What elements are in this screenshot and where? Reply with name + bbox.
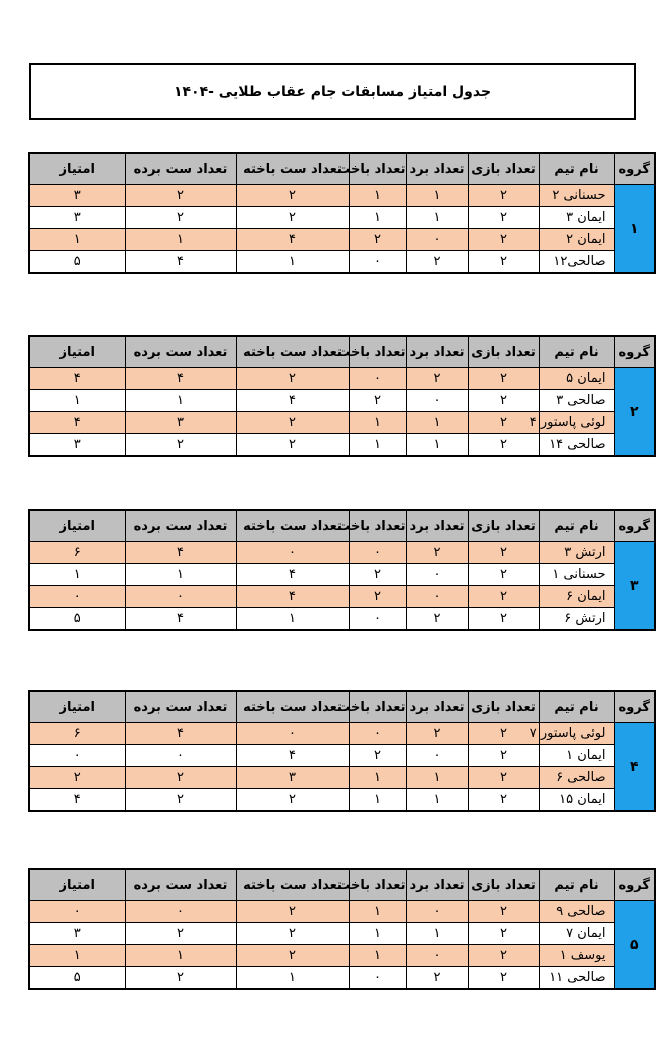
table-row — [29, 207, 655, 229]
sets-lost-cell: ۱ — [236, 251, 349, 274]
table-row — [29, 564, 655, 586]
lost-cell: ۰ — [349, 251, 406, 274]
won-cell: ۱ — [406, 207, 468, 229]
sets-lost-cell: ۱ — [236, 608, 349, 631]
sets-lost-cell: ۲ — [236, 185, 349, 207]
table-row — [29, 745, 655, 767]
header-row — [29, 153, 655, 185]
points-cell: ۱ — [29, 945, 125, 967]
sets-won-cell: ۲ — [125, 207, 236, 229]
played-cell: ۲ — [468, 207, 539, 229]
sets-lost-cell: ۲ — [236, 945, 349, 967]
played-cell: ۲ — [468, 368, 539, 390]
played-cell: ۲ — [468, 723, 539, 745]
sets-lost-cell: ۴ — [236, 586, 349, 608]
won-cell: ۱ — [406, 185, 468, 207]
points-cell: ۵ — [29, 251, 125, 274]
header-team: نام تیم — [539, 869, 614, 901]
header-row — [29, 691, 655, 723]
sets-won-cell: ۲ — [125, 923, 236, 945]
lost-cell: ۱ — [349, 789, 406, 812]
team-name-cell: ارتش ۳ — [539, 542, 614, 564]
won-cell: ۰ — [406, 945, 468, 967]
header-played: تعداد بازی — [468, 336, 539, 368]
points-cell: ۶ — [29, 723, 125, 745]
header-row — [29, 869, 655, 901]
sets-won-cell: ۲ — [125, 185, 236, 207]
points-cell: ۲ — [29, 767, 125, 789]
lost-cell: ۱ — [349, 767, 406, 789]
header-group: گروه — [614, 691, 655, 723]
group-number-cell: ۴ — [614, 723, 655, 812]
sets-lost-cell: ۴ — [236, 745, 349, 767]
played-cell: ۲ — [468, 923, 539, 945]
lost-cell: ۰ — [349, 368, 406, 390]
lost-cell: ۲ — [349, 390, 406, 412]
team-name-cell: ایمان ۱۵ — [539, 789, 614, 812]
header-points: امتیاز — [29, 153, 125, 185]
sets-lost-cell: ۰ — [236, 723, 349, 745]
won-cell: ۲ — [406, 608, 468, 631]
header-sets-won: تعداد ست برده — [125, 869, 236, 901]
played-cell: ۲ — [468, 767, 539, 789]
header-sets-won: تعداد ست برده — [125, 153, 236, 185]
sets-won-cell: ۴ — [125, 542, 236, 564]
header-played: تعداد بازی — [468, 691, 539, 723]
header-won: تعداد برد — [406, 510, 468, 542]
sets-lost-cell: ۴ — [236, 229, 349, 251]
sets-lost-cell: ۴ — [236, 390, 349, 412]
won-cell: ۲ — [406, 368, 468, 390]
group-number-cell: ۱ — [614, 185, 655, 274]
won-cell: ۰ — [406, 586, 468, 608]
played-cell: ۲ — [468, 434, 539, 457]
won-cell: ۰ — [406, 745, 468, 767]
team-name-cell: صالحی ۶ — [539, 767, 614, 789]
won-cell: ۱ — [406, 434, 468, 457]
header-group: گروه — [614, 869, 655, 901]
played-cell: ۲ — [468, 251, 539, 274]
team-name-cell: صالحی ۱۱ — [539, 967, 614, 990]
lost-cell: ۱ — [349, 434, 406, 457]
header-played: تعداد بازی — [468, 153, 539, 185]
team-name-cell: صالحی ۳ — [539, 390, 614, 412]
header-sets-lost: تعداد ست باخته — [236, 336, 349, 368]
header-won: تعداد برد — [406, 691, 468, 723]
header-points: امتیاز — [29, 336, 125, 368]
points-cell: ۴ — [29, 368, 125, 390]
sets-lost-cell: ۲ — [236, 434, 349, 457]
sets-won-cell: ۴ — [125, 368, 236, 390]
header-points: امتیاز — [29, 691, 125, 723]
points-cell: ۰ — [29, 586, 125, 608]
points-cell: ۴ — [29, 789, 125, 812]
table-row — [29, 586, 655, 608]
table-row — [29, 390, 655, 412]
table-row — [29, 901, 655, 923]
page-title: جدول امتیاز مسابقات جام عقاب طلایی -۱۴۰۴ — [29, 63, 636, 120]
lost-cell: ۰ — [349, 723, 406, 745]
sets-won-cell: ۱ — [125, 945, 236, 967]
sets-won-cell: ۴ — [125, 608, 236, 631]
table-row — [29, 185, 655, 207]
table-row — [29, 789, 655, 812]
points-cell: ۴ — [29, 412, 125, 434]
points-cell: ۳ — [29, 434, 125, 457]
team-name-cell: ایمان ۷ — [539, 923, 614, 945]
header-group: گروه — [614, 153, 655, 185]
lost-cell: ۲ — [349, 745, 406, 767]
header-sets-lost: تعداد ست باخته — [236, 153, 349, 185]
sets-won-cell: ۲ — [125, 767, 236, 789]
lost-cell: ۱ — [349, 901, 406, 923]
team-name-cell: ایمان ۲ — [539, 229, 614, 251]
sets-lost-cell: ۴ — [236, 564, 349, 586]
sets-lost-cell: ۲ — [236, 368, 349, 390]
points-cell: ۵ — [29, 608, 125, 631]
header-won: تعداد برد — [406, 869, 468, 901]
points-cell: ۳ — [29, 185, 125, 207]
sets-lost-cell: ۰ — [236, 542, 349, 564]
won-cell: ۱ — [406, 767, 468, 789]
played-cell: ۲ — [468, 564, 539, 586]
sets-lost-cell: ۱ — [236, 967, 349, 990]
team-name-cell: لوئی پاستور ۴ — [539, 412, 614, 434]
header-team: نام تیم — [539, 336, 614, 368]
header-lost: تعداد باخت — [349, 510, 406, 542]
group-table-4 — [28, 690, 656, 812]
team-name-cell: صالحی ۱۴ — [539, 434, 614, 457]
team-name-cell: ایمان ۳ — [539, 207, 614, 229]
sets-lost-cell: ۲ — [236, 789, 349, 812]
sets-won-cell: ۲ — [125, 967, 236, 990]
won-cell: ۰ — [406, 901, 468, 923]
table-row — [29, 251, 655, 274]
lost-cell: ۱ — [349, 923, 406, 945]
sets-won-cell: ۱ — [125, 229, 236, 251]
header-lost: تعداد باخت — [349, 153, 406, 185]
sets-lost-cell: ۲ — [236, 901, 349, 923]
won-cell: ۰ — [406, 229, 468, 251]
played-cell: ۲ — [468, 901, 539, 923]
points-cell: ۰ — [29, 745, 125, 767]
header-row — [29, 510, 655, 542]
header-sets-won: تعداد ست برده — [125, 691, 236, 723]
points-cell: ۶ — [29, 542, 125, 564]
table-row — [29, 967, 655, 990]
header-points: امتیاز — [29, 869, 125, 901]
played-cell: ۲ — [468, 608, 539, 631]
team-name-cell: ارتش ۶ — [539, 608, 614, 631]
header-row — [29, 336, 655, 368]
team-name-cell: لوئی پاستور ۷ — [539, 723, 614, 745]
won-cell: ۰ — [406, 390, 468, 412]
points-cell: ۱ — [29, 390, 125, 412]
lost-cell: ۱ — [349, 945, 406, 967]
sets-won-cell: ۰ — [125, 901, 236, 923]
group-number-cell: ۳ — [614, 542, 655, 631]
played-cell: ۲ — [468, 789, 539, 812]
sets-won-cell: ۲ — [125, 434, 236, 457]
lost-cell: ۲ — [349, 564, 406, 586]
points-cell: ۰ — [29, 901, 125, 923]
won-cell: ۰ — [406, 564, 468, 586]
header-sets-won: تعداد ست برده — [125, 510, 236, 542]
lost-cell: ۰ — [349, 608, 406, 631]
header-team: نام تیم — [539, 153, 614, 185]
lost-cell: ۱ — [349, 412, 406, 434]
played-cell: ۲ — [468, 185, 539, 207]
table-row — [29, 723, 655, 745]
header-group: گروه — [614, 510, 655, 542]
table-row — [29, 945, 655, 967]
table-row — [29, 412, 655, 434]
sets-lost-cell: ۳ — [236, 767, 349, 789]
header-group: گروه — [614, 336, 655, 368]
group-number-cell: ۲ — [614, 368, 655, 457]
won-cell: ۲ — [406, 542, 468, 564]
header-played: تعداد بازی — [468, 510, 539, 542]
group-table-2 — [28, 335, 656, 457]
team-name-cell: صالحی ۹ — [539, 901, 614, 923]
header-lost: تعداد باخت — [349, 869, 406, 901]
group-number-cell: ۵ — [614, 901, 655, 990]
points-cell: ۳ — [29, 207, 125, 229]
header-sets-lost: تعداد ست باخته — [236, 691, 349, 723]
lost-cell: ۱ — [349, 185, 406, 207]
lost-cell: ۱ — [349, 207, 406, 229]
lost-cell: ۲ — [349, 586, 406, 608]
sets-lost-cell: ۲ — [236, 412, 349, 434]
sets-won-cell: ۰ — [125, 586, 236, 608]
points-cell: ۵ — [29, 967, 125, 990]
table-row — [29, 923, 655, 945]
team-name-cell: حسنانی ۱ — [539, 564, 614, 586]
table-row — [29, 767, 655, 789]
sets-lost-cell: ۲ — [236, 207, 349, 229]
lost-cell: ۲ — [349, 229, 406, 251]
header-won: تعداد برد — [406, 336, 468, 368]
sets-won-cell: ۰ — [125, 745, 236, 767]
played-cell: ۲ — [468, 745, 539, 767]
table-row — [29, 542, 655, 564]
points-cell: ۳ — [29, 923, 125, 945]
header-points: امتیاز — [29, 510, 125, 542]
sets-lost-cell: ۲ — [236, 923, 349, 945]
table-row — [29, 608, 655, 631]
played-cell: ۲ — [468, 967, 539, 990]
played-cell: ۲ — [468, 390, 539, 412]
won-cell: ۱ — [406, 412, 468, 434]
header-team: نام تیم — [539, 510, 614, 542]
played-cell: ۲ — [468, 586, 539, 608]
team-name-cell: ایمان ۶ — [539, 586, 614, 608]
table-row — [29, 368, 655, 390]
played-cell: ۲ — [468, 945, 539, 967]
won-cell: ۲ — [406, 967, 468, 990]
played-cell: ۲ — [468, 542, 539, 564]
won-cell: ۲ — [406, 723, 468, 745]
table-row — [29, 229, 655, 251]
team-name-cell: ایمان ۵ — [539, 368, 614, 390]
points-cell: ۱ — [29, 564, 125, 586]
points-cell: ۱ — [29, 229, 125, 251]
group-table-5 — [28, 868, 656, 990]
header-sets-lost: تعداد ست باخته — [236, 869, 349, 901]
header-won: تعداد برد — [406, 153, 468, 185]
group-table-3 — [28, 509, 656, 631]
sets-won-cell: ۴ — [125, 723, 236, 745]
sets-won-cell: ۲ — [125, 789, 236, 812]
sets-won-cell: ۴ — [125, 251, 236, 274]
header-team: نام تیم — [539, 691, 614, 723]
header-lost: تعداد باخت — [349, 336, 406, 368]
lost-cell: ۰ — [349, 967, 406, 990]
team-name-cell: ایمان ۱ — [539, 745, 614, 767]
header-sets-won: تعداد ست برده — [125, 336, 236, 368]
won-cell: ۱ — [406, 789, 468, 812]
won-cell: ۲ — [406, 251, 468, 274]
table-row — [29, 434, 655, 457]
sets-won-cell: ۳ — [125, 412, 236, 434]
team-name-cell: صالحی۱۲ — [539, 251, 614, 274]
sets-won-cell: ۱ — [125, 564, 236, 586]
team-name-cell: حسنانی ۲ — [539, 185, 614, 207]
group-table-1 — [28, 152, 656, 274]
sets-won-cell: ۱ — [125, 390, 236, 412]
played-cell: ۲ — [468, 229, 539, 251]
header-played: تعداد بازی — [468, 869, 539, 901]
lost-cell: ۰ — [349, 542, 406, 564]
header-lost: تعداد باخت — [349, 691, 406, 723]
won-cell: ۱ — [406, 923, 468, 945]
team-name-cell: یوسف ۱ — [539, 945, 614, 967]
played-cell: ۲ — [468, 412, 539, 434]
header-sets-lost: تعداد ست باخته — [236, 510, 349, 542]
